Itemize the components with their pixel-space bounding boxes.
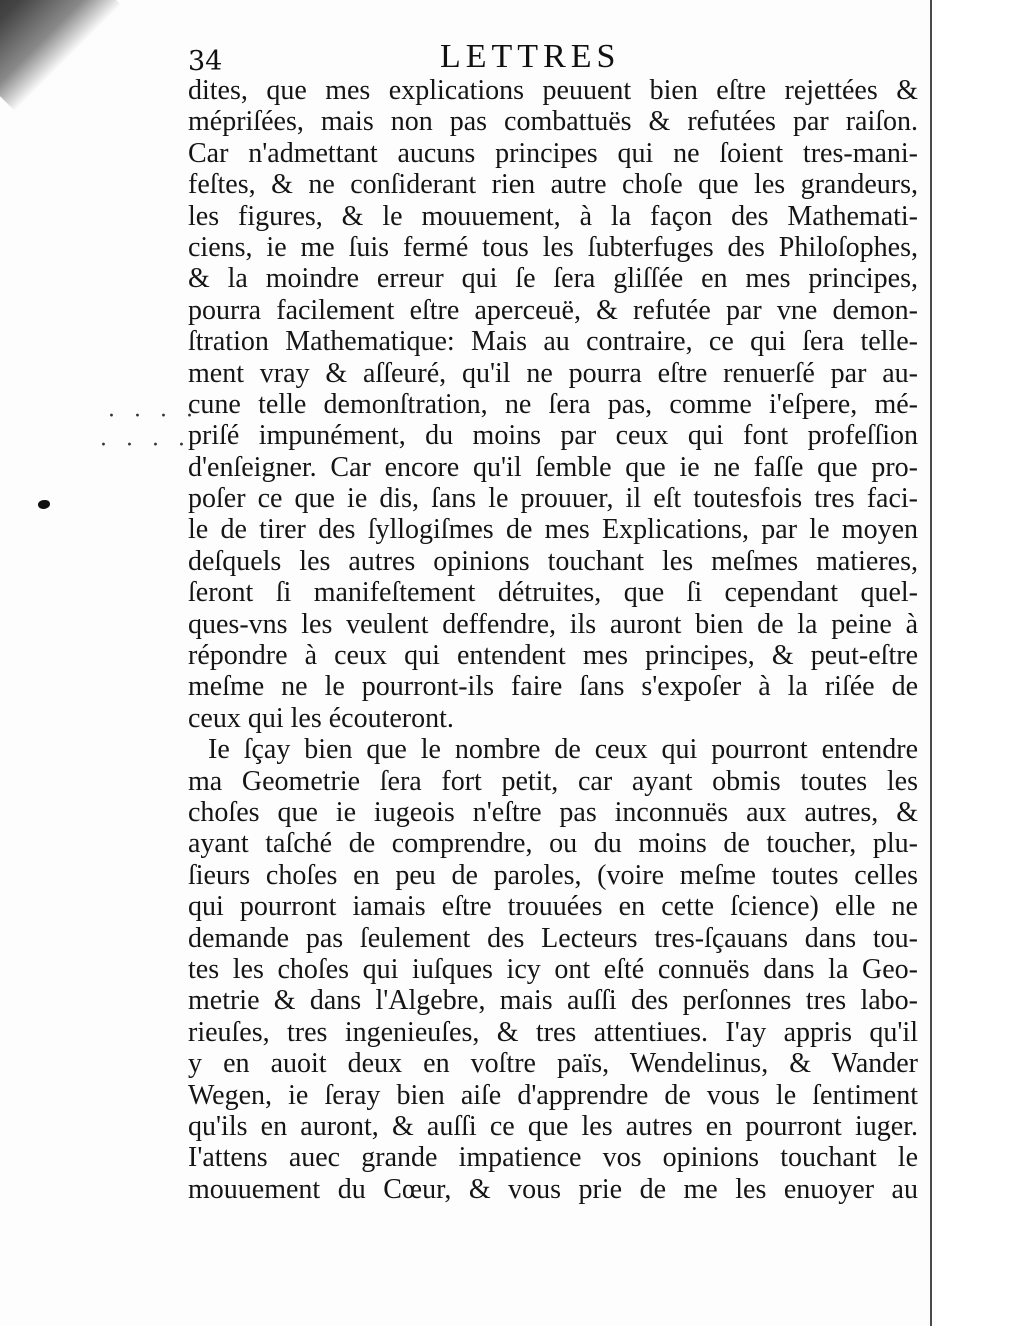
page-corner-shadow [0, 0, 121, 111]
text-line: Wegen, ie ſeray bien aiſe d'apprendre de vous le ſentiment [188, 1079, 918, 1111]
text-line: ma Geometrie ſera fort petit, car ayant obmis toutes les [188, 765, 918, 797]
text-line: metrie & dans l'Algebre, mais auſſi des perſonnes tres labo- [188, 985, 918, 1017]
text-line: & la moindre erreur qui ſe ſera gliſſée en mes principes, [188, 263, 918, 295]
ink-blot [38, 500, 50, 509]
text-line: qu'ils en auront, & auſſi ce que les autres en pourront iuger. [188, 1110, 918, 1142]
text-line: meſme ne le pourront-ils faire ſans s'expoſer à la riſée de [188, 671, 918, 703]
page-margin-outer [936, 0, 1024, 1326]
text-line: répondre à ceux qui entendent mes principes, & peut-eſtre [188, 640, 918, 672]
text-line: Car n'admettant aucuns principes qui ne ſoient tres-mani- [188, 137, 918, 169]
text-line: rieuſes, tres ingenieuſes, & tres attentiues. I'ay appris qu'il [188, 1016, 918, 1048]
text-line: ſieurs choſes en peu de paroles, (voire meſme toutes celles [188, 859, 918, 891]
text-line: les figures, & le mouuement, à la façon des Mathemati- [188, 200, 918, 232]
text-line: mouuement du Cœur, & vous prie de me les enuoyer au [188, 1173, 918, 1205]
ink-speckles-lower: · · · · [100, 433, 191, 458]
text-line: cune telle demonſtration, ne ſera pas, comme i'eſpere, mé- [188, 388, 918, 420]
text-line: demande pas ſeulement des Lecteurs tres-ſçauans dans tou- [188, 922, 918, 954]
text-line: priſé impunément, du moins par ceux qui font profeſſion [188, 420, 918, 452]
text-line: ment vray & aſſeuré, qu'il ne pourra eſtre renuerſé par au- [188, 357, 918, 389]
text-line: pourra facilement eſtre aperceuë, & refutée par vne demon- [188, 294, 918, 326]
text-line: ayant taſché de comprendre, ou du moins de toucher, plu- [188, 828, 918, 860]
ink-speckles: · · · · [108, 404, 199, 429]
text-line: mépriſées, mais non pas combattuës & refutées par raiſon. [188, 106, 918, 138]
text-line: ciens, ie me ſuis fermé tous les ſubterfuges des Philoſophes, [188, 231, 918, 263]
text-line: feſtes, & ne conſiderant rien autre choſe que les grandeurs, [188, 169, 918, 201]
text-line: ques-vns les veulent deffendre, ils auront bien de la peine à [188, 608, 918, 640]
text-line: ſeront ſi manifeſtement détruites, que ſi cependant quel- [188, 577, 918, 609]
text-line: d'enſeigner. Car encore qu'il ſemble que ie ne faſſe que pro- [188, 451, 918, 483]
text-line: poſer ce que ie dis, ſans le prouuer, il eſt toutesfois tres faci- [188, 483, 918, 515]
text-line: deſquels les autres opinions touchant les meſmes matieres, [188, 545, 918, 577]
paragraph-end-line: ceux qui les écouteront. [188, 702, 454, 734]
body-text [188, 75, 918, 1205]
text-line: dites, que mes explications peuuent bien eſtre rejettées & [188, 75, 918, 106]
text-line: tes les choſes qui iuſques icy ont eſté connuës dans la Geo- [188, 953, 918, 985]
text-line: I'attens auec grande impatience vos opinions touchant le [188, 1142, 918, 1174]
page-number: 34 [188, 46, 223, 77]
text-line: qui pourront iamais eſtre trouuées en cette ſcience) elle ne [188, 891, 918, 923]
running-head: LETTRES [440, 38, 621, 75]
text-line: ſtration Mathematique: Mais au contraire, ce qui ſera telle- [188, 326, 918, 358]
text-line: choſes que ie iugeois n'eſtre pas inconnuës aux autres, & [188, 796, 918, 828]
text-line: y en auoit deux en voſtre païs, Wendelinus, & Wander [188, 1048, 918, 1080]
text-line: le de tirer des ſyllogiſmes de mes Explications, par le moyen [188, 514, 918, 546]
paragraph-start-line: Ie ſçay bien que le nombre de ceux qui pourront entendre [208, 734, 918, 766]
